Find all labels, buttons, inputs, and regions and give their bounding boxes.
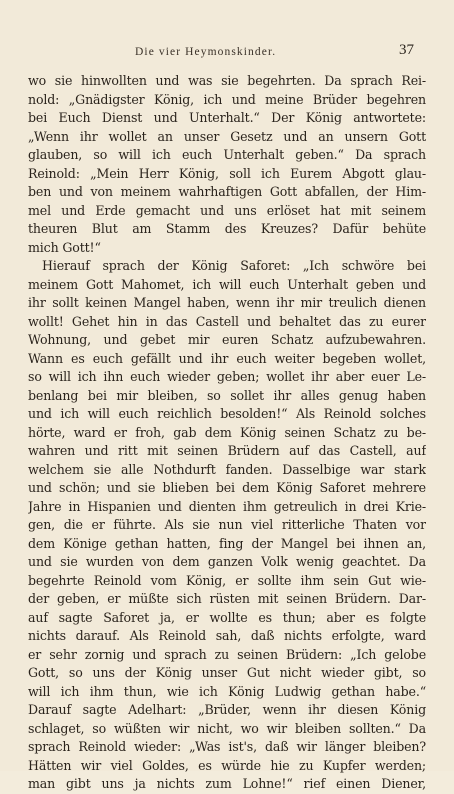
running-title: Die vier Heymonskinder. [135, 46, 277, 58]
text-line: wo sie hinwollten und was sie begehrten. Da sprach Rei- [28, 73, 426, 88]
text-line: und sie wurden von dem ganzen Volk wenig geachtet. Da [28, 554, 426, 569]
text-line: welchem sie alle Nothdurft fanden. Dasselbige war stark [28, 461, 426, 477]
text-line: Reinold: „Mein Herr König, soll ich Eurem Abgott glau- [28, 165, 426, 181]
text-line: auf sagte Saforet ja, er wollte es thun; aber es folgte [28, 609, 426, 625]
text-line: und schön; und sie blieben bei dem König Saforet mehrere [28, 480, 426, 495]
text-line: theuren Blut am Stamm des Kreuzes? Dafür behüte [28, 221, 426, 236]
text-line: begehrte Reinold vom König, er sollte ihm sein Gut wie- [28, 572, 426, 588]
text-line: Gott, so uns der König unser Gut nicht wieder gibt, so [28, 665, 426, 680]
text-line: bei Euch Dienst und Unterhalt.“ Der König antwortete: [28, 110, 426, 125]
text-line: Darauf sagte Adelhart: „Brüder, wenn ihr diesen König [28, 702, 426, 717]
text-line: „Wenn ihr wollet an unser Gesetz und an unsern Gott [28, 128, 426, 144]
running-head [0, 42, 454, 62]
body-text [28, 72, 426, 794]
text-line: Hierauf sprach der König Saforet: „Ich schwöre bei [42, 258, 426, 273]
text-line: Wann es euch gefällt und ihr euch weiter begeben wollet, [28, 350, 426, 366]
text-line: gen, die er führte. Als sie nun viel ritterliche Thaten vor [28, 517, 426, 532]
text-line: hörte, ward er froh, gab dem König seinen Schatz zu be- [28, 424, 426, 440]
text-line: wahren und ritt mit seinen Brüdern auf das Castell, auf [28, 443, 426, 458]
text-line: mel und Erde gemacht und uns erlöset hat mit seinem [28, 202, 426, 218]
text-line: nichts darauf. Als Reinold sah, daß nichts erfolgte, ward [28, 628, 426, 643]
text-line: schlaget, so wüßten wir nicht, wo wir bleiben sollten.“ Da [28, 720, 426, 736]
text-line: nold: „Gnädigster König, ich und meine Brüder begehren [28, 91, 426, 107]
text-line: dem Könige gethan hatten, fing der Mangel bei ihnen an, [28, 535, 426, 551]
text-line: sprach Reinold wieder: „Was ist's, daß wir länger bleiben? [28, 739, 426, 754]
text-line: Jahre in Hispanien und dienten ihm getreulich in drei Krie- [28, 498, 426, 514]
text-line: benlang bei mir bleiben, so sollet ihr alles genug haben [28, 387, 426, 403]
text-line: ben und von meinem wahrhaftigen Gott abfallen, der Him- [28, 184, 426, 199]
text-line: will ich ihm thun, wie ich König Ludwig gethan habe.“ [28, 683, 426, 699]
text-line: man gibt uns ja nichts zum Lohne!“ rief einen Diener, [28, 776, 426, 791]
page-number: 37 [399, 42, 414, 58]
text-line: Hätten wir viel Goldes, es würde hie zu Kupfer werden; [28, 757, 426, 773]
text-line: und ich will euch reichlich besolden!“ Als Reinold solches [28, 406, 426, 421]
text-line: er sehr zornig und sprach zu seinen Brüdern: „Ich gelobe [28, 646, 426, 662]
text-line: mich Gott!“ [28, 239, 101, 255]
text-line: glauben, so will ich euch Unterhalt geben.“ Da sprach [28, 147, 426, 162]
text-line: ihr sollt keinen Mangel haben, wenn ihr mir treulich dienen [28, 295, 426, 310]
text-line: meinem Gott Mahomet, ich will euch Unterhalt geben und [28, 276, 426, 292]
text-line: der geben, er müßte sich rüsten mit seinen Brüdern. Dar- [28, 591, 426, 606]
text-line: Wohnung, und gebet mir euren Schatz aufzubewahren. [28, 332, 426, 347]
text-line: so will ich ihn euch wieder geben; wollet ihr aber euer Le- [28, 369, 426, 384]
text-line: wollt! Gehet hin in das Castell und behaltet das zu eurer [28, 313, 426, 329]
